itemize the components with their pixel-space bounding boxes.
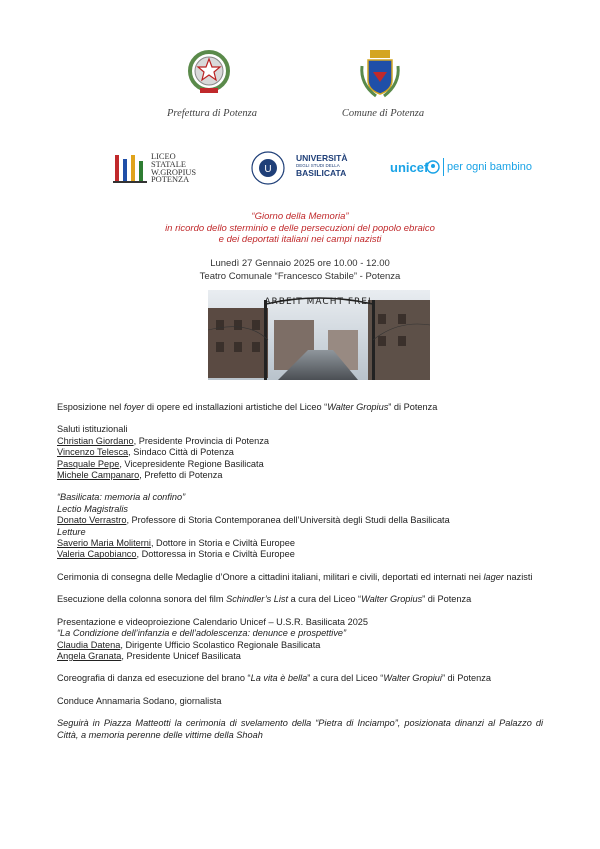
liceo-line: W.GROPIUS [151,167,197,177]
saluti-item: Vincenzo Telesca, Sindaco Città di Potenza [57,447,234,458]
presentazione-item: Claudia Datena, Dirigente Ufficio Scolastico Regionale Basilicata [57,639,321,650]
unibas-sub: DEGLI STUDI DELLA [296,163,340,168]
unicef-logo [390,158,533,180]
liceo-line: LICEO [151,152,176,161]
saluti-title: Saluti istituzionali [57,424,128,435]
title-line: “Giorno della Memoria” [251,211,349,222]
gate-sign: ARBEIT MACHT FREI [264,297,372,307]
saluti-item: Michele Campanaro, Prefetto di Potenza [57,470,223,481]
closing-note: Seguirà in Piazza Matteotti la cerimonia di svelamento della “Pietra di Inciampo”, posizionata dinanzi al Palazzo di Città, a memoria perenne delle vittime della Shoah [57,718,543,740]
event-info [100,258,500,283]
saluti-item: Pasquale Pepe, Vicepresidente Regione Basilicata [57,458,264,469]
repubblica-emblem [186,46,232,100]
event-venue: Teatro Comunale “Francesco Stabile” - Potenza [199,270,401,282]
cerimonia-line: Cerimonia di consegna delle Medaglie d’Onore a cittadini italiani, militari e civili, deportati ed internati nei lager nazisti [57,571,533,582]
letture-label: Letture [57,526,86,537]
letture-item: Valeria Capobianco, Dottoressa in Storia e Civiltà Europee [57,549,295,560]
conduce-line: Conduce Annamaria Sodano, giornalista [57,695,222,706]
svg-text:U: U [264,164,272,175]
unicef-tagline: per ogni bambino [447,161,533,173]
colonna-line: Esecuzione della colonna sonora del film Schindler’s List a cura del Liceo “Walter Gropius” di Potenza [57,594,472,605]
esposizione-line: Esposizione nel foyer di opere ed installazioni artistiche del Liceo “Walter Gropius” di Potenza [57,402,438,412]
unibas-logo [250,150,360,186]
liceo-line: STATALE [151,159,186,169]
presentazione-title: Presentazione e videoproiezione Calendario Unicef – U.S.R. Basilicata 2025 [57,616,369,627]
unibas-name: BASILICATA [296,168,347,178]
unicef-globe-icon [426,160,440,174]
title-line: e dei deportati italiani nei campi nazisti [218,234,382,245]
comune-potenza-emblem [358,48,402,102]
liceo-line: POTENZA [151,175,190,185]
program [57,402,543,741]
auschwitz-gate-photo [208,290,430,380]
basilicata-title: “Basilicata: memoria al confino” [57,492,186,503]
event-date: Lunedì 27 Gennaio 2025 ore 10.00 - 12.00 [210,258,390,269]
lectio-person: Donato Verrastro, Professore di Storia Contemporanea dell’Università degli Studi della Basilicata [57,515,450,526]
lectio-label: Lectio Magistralis [57,503,128,514]
letture-item: Saverio Maria Moliterni, Dottore in Storia e Civiltà Europee [57,538,295,549]
liceo-gropius-logo [113,153,203,185]
unibas-name: UNIVERSITÀ [296,153,348,163]
presentazione-sub: “La Condizione dell’infanzia e dell’adolescenza: denunce e prospettive” [57,628,347,639]
title-line: in ricordo dello sterminio e delle persecuzioni del popolo ebraico [165,222,435,234]
saluti-item: Christian Giordano, Presidente Provincia di Potenza [57,435,269,446]
event-title [100,211,500,246]
prefettura-caption: Prefettura di Potenza [166,108,257,119]
coreografia-line: Coreografia di danza ed esecuzione del brano “La vita è bella” a cura del Liceo “Walter Gropiui” di Potenza [57,673,491,684]
comune-caption: Comune di Potenza [341,108,425,119]
unicef-wordmark: unicef [390,160,429,175]
presentazione-item: Angela Granata, Presidente Unicef Basilicata [57,650,241,661]
